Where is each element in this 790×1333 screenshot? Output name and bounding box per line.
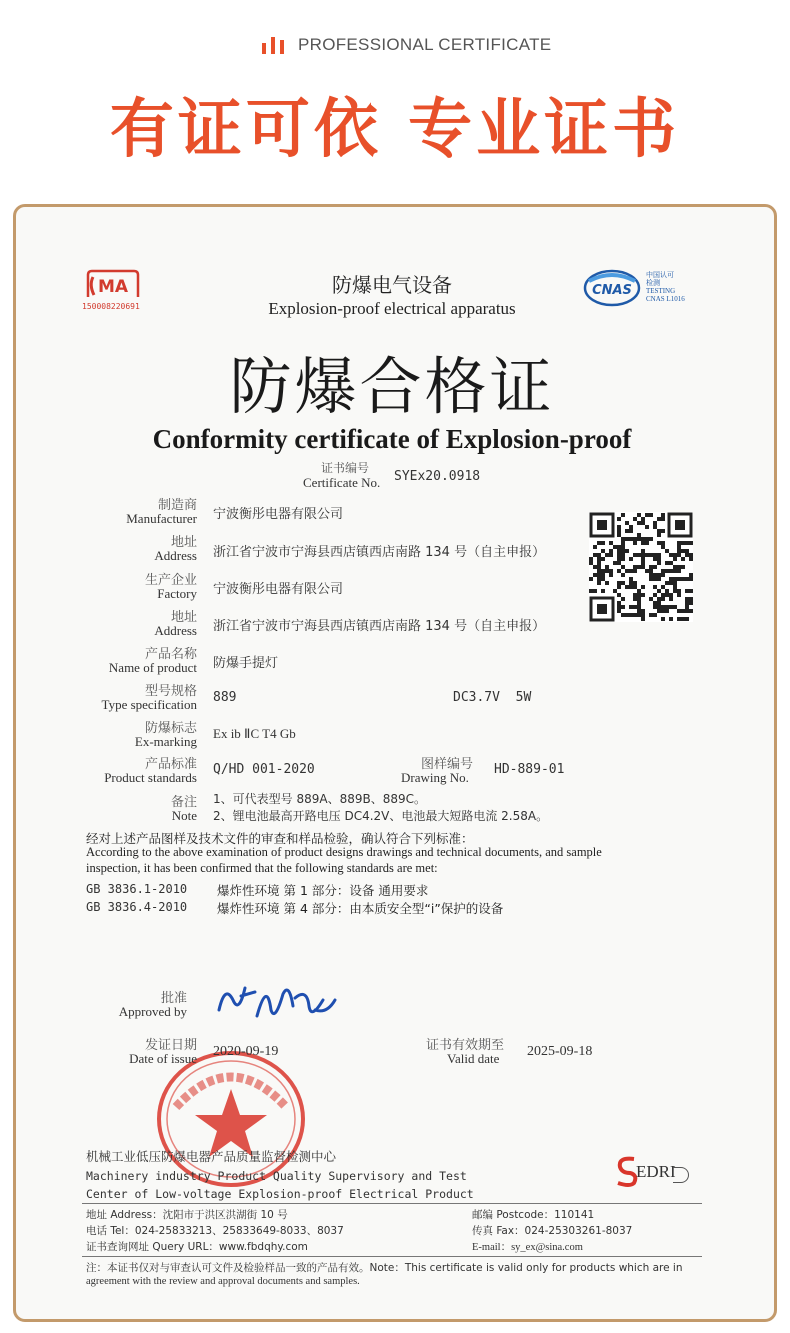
org-name-cn: 机械工业低压防爆电器产品质量监督检测中心	[86, 1149, 337, 1164]
standard-desc-2: 爆炸性环境 第 4 部分：由本质安全型“i”保护的设备	[217, 901, 504, 916]
product-name-label-cn: 产品名称	[144, 647, 197, 662]
certificate-title-cn: 防爆合格证	[229, 350, 555, 423]
type-spec-value: 889	[213, 690, 237, 705]
address2-label-cn: 地址	[170, 610, 197, 625]
address1-label-en: Address	[154, 548, 197, 563]
standard-code-2: GB 3836.4-2010	[86, 900, 188, 914]
hero-title: 有证可依 专业证书	[109, 93, 681, 167]
manufacturer-value: 宁波衡彤电器有限公司	[213, 507, 344, 522]
sedri-logo-arc	[673, 1167, 689, 1183]
header-label: PROFESSIONAL CERTIFICATE	[298, 35, 552, 54]
type-spec-label-cn: 型号规格	[144, 684, 197, 699]
drawing-no-label-en: Drawing No.	[401, 770, 469, 785]
statement-cn: 经对上述产品图样及技术文件的审查和样品检验，确认符合下列标准：	[86, 831, 474, 846]
standards-value: Q/HD 001-2020	[213, 762, 315, 777]
valid-date-value: 2025-09-18	[527, 1044, 593, 1059]
footer-postcode: 邮编 Postcode：110141	[472, 1209, 595, 1221]
address1-label-cn: 地址	[170, 535, 197, 550]
qr-code-icon	[589, 512, 693, 622]
certificate-title-en: Conformity certificate of Explosion-proof	[152, 424, 632, 454]
sedri-logo-text: EDRI	[636, 1162, 676, 1181]
cert-no-value: SYEx20.0918	[394, 469, 481, 484]
issue-date-label-en: Date of issue	[129, 1051, 197, 1066]
footer-note-line2: agreement with the review and approval documents and samples.	[86, 1276, 360, 1287]
org-name-en2: Center of Low-voltage Explosion-proof Electrical Product	[86, 1187, 474, 1201]
signature-icon	[211, 970, 341, 1030]
header-bars-icon	[262, 37, 288, 54]
footer-email: E-mail：sy_ex@sina.com	[472, 1242, 583, 1253]
ex-marking-label-cn: 防爆标志	[144, 721, 197, 736]
footer-query-url: 证书查询网址 Query URL：www.fbdqhy.com	[86, 1241, 308, 1253]
statement-en2: inspection, it has been confirmed that the following standards are met:	[86, 861, 438, 875]
note-line2: 2、锂电池最高开路电压 DC4.2V、电池最大短路电流 2.58A。	[213, 809, 549, 823]
footer-fax: 传真 Fax：024-25303261-8037	[472, 1225, 633, 1237]
factory-label-cn: 生产企业	[144, 573, 197, 588]
valid-date-label-cn: 证书有效期至	[426, 1038, 505, 1053]
cma-code: 150008220691	[82, 302, 140, 311]
category-en: Explosion-proof electrical apparatus	[268, 299, 516, 318]
cnas-caption: 中国认可 检测 TESTING CNAS L1016	[646, 271, 685, 303]
manufacturer-label-en: Manufacturer	[126, 511, 197, 526]
product-name-label-en: Name of product	[108, 660, 197, 675]
cert-no-label-en: Certificate No.	[303, 475, 381, 490]
factory-value: 宁波衡彤电器有限公司	[213, 582, 344, 597]
cert-no-label-cn: 证书编号	[321, 461, 370, 475]
ex-marking-value: Ex ib ⅡC T4 Gb	[213, 726, 296, 741]
note-label-cn: 备注	[170, 795, 197, 810]
type-spec-rating: DC3.7V 5W	[453, 690, 532, 705]
type-spec-label-en: Type specification	[101, 697, 197, 712]
issue-date-label-cn: 发证日期	[144, 1038, 197, 1053]
standard-desc-1: 爆炸性环境 第 1 部分：设备 通用要求	[217, 883, 429, 898]
footer-rule-bottom	[82, 1256, 702, 1257]
standards-label-en: Product standards	[104, 770, 197, 785]
standards-label-cn: 产品标准	[144, 757, 197, 772]
standard-code-1: GB 3836.1-2010	[86, 882, 188, 896]
statement-en1: According to the above examination of product designs drawings and technical documents, and sample	[86, 845, 602, 859]
svg-text:CNAS: CNAS	[592, 283, 632, 298]
category-cn: 防爆电气设备	[332, 273, 452, 297]
org-name-en1: Machinery industry Product Quality Supervisory and Test	[86, 1169, 467, 1183]
manufacturer-label-cn: 制造商	[157, 498, 197, 513]
drawing-no-value: HD-889-01	[494, 762, 565, 777]
footer-address: 地址 Address：沈阳市于洪区洪湖街 10 号	[86, 1209, 288, 1221]
valid-date-label-en: Valid date	[447, 1051, 500, 1066]
address2-value: 浙江省宁波市宁海县西店镇西店南路 134 号（自主申报）	[213, 619, 546, 634]
footer-rule-top	[82, 1203, 702, 1204]
note-label-en: Note	[171, 808, 197, 823]
note-line1: 1、可代表型号 889A、889B、889C。	[213, 792, 426, 806]
approved-label-cn: 批准	[160, 991, 187, 1006]
issue-date-value: 2020-09-19	[213, 1044, 279, 1059]
ex-marking-label-en: Ex-marking	[134, 734, 197, 749]
address1-value: 浙江省宁波市宁海县西店镇西店南路 134 号（自主申报）	[213, 545, 546, 560]
factory-label-en: Factory	[157, 586, 197, 601]
footer-tel: 电话 Tel：024-25833213、25833649-8033、8037	[86, 1225, 344, 1237]
svg-text:MA: MA	[97, 277, 129, 297]
drawing-no-label-cn: 图样编号	[421, 757, 474, 772]
approved-label-en: Approved by	[118, 1004, 187, 1019]
certificate-frame	[13, 204, 777, 1322]
footer-note-line1: 注：本证书仅对与审查认可文件及检验样品一致的产品有效。Note：This certificate is valid only for products which are in	[86, 1262, 683, 1274]
product-name-value: 防爆手提灯	[213, 656, 279, 671]
address2-label-en: Address	[154, 623, 197, 638]
